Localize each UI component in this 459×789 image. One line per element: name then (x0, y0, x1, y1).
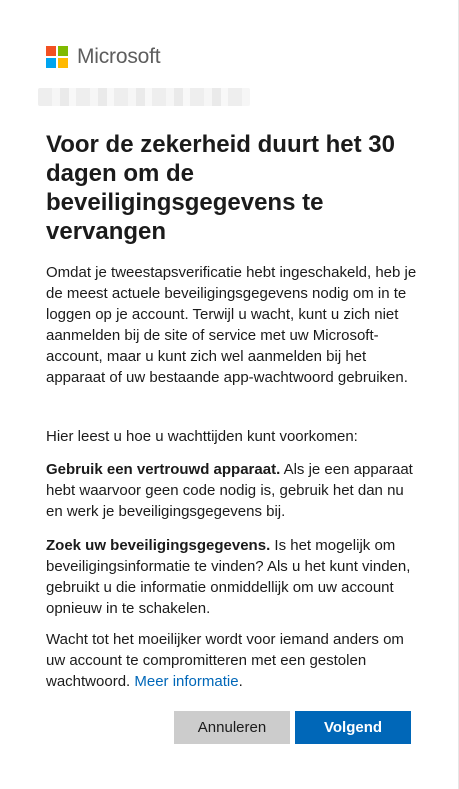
tip-find-info-title: Zoek uw beveiligingsgegevens. (46, 537, 271, 554)
intro-text: Omdat je tweestapsverificatie hebt ingeschakeld, heb je de meest actuele beveiligingsgegevens nodig om in te loggen op je account. Terwijl u wacht, kunt u zich niet aanmelden bij de site of service met uw Microsoft-account, maar u kunt zich wel aanmelden bij het apparaat of uw bestaande app-wachtwoord gebruiken. (46, 264, 417, 386)
tips-heading: Hier leest u hoe u wachttijden kunt voorkomen: (46, 428, 358, 445)
microsoft-logo-icon (46, 46, 68, 68)
tip-find-info-text: Is het mogelijk om beveiligingsinformatie te vinden? Als u het kunt vinden, gebruikt u die informatie onmiddellijk om uw account opnieuw in te schakelen. (46, 537, 411, 617)
closing-suffix: . (238, 673, 243, 690)
more-info-link[interactable]: Meer informatie (134, 673, 239, 690)
brand-name: Microsoft (77, 45, 161, 68)
tip-find-info (46, 535, 418, 619)
cancel-button[interactable]: Annuleren (174, 711, 290, 744)
tip-trusted-device-title: Gebruik een vertrouwd apparaat. (46, 461, 281, 478)
microsoft-logo (46, 45, 160, 69)
next-button[interactable]: Volgend (295, 711, 411, 744)
tip-trusted-device (46, 459, 418, 522)
closing-text (46, 629, 418, 692)
closing-body: Wacht tot het moeilijker wordt voor iemand anders om uw account te compromitteren met een gestolen wachtwoord. (46, 631, 404, 690)
tip-trusted-device-text: Als je een apparaat hebt waarvoor geen code nodig is, gebruik het dan nu en werk je beveiligingsgegevens bij. (46, 461, 413, 520)
page-title: Voor de zekerheid duurt het 30 dagen om de beveiligingsgegevens te vervangen (46, 131, 395, 245)
account-identity-blurred (38, 88, 250, 106)
